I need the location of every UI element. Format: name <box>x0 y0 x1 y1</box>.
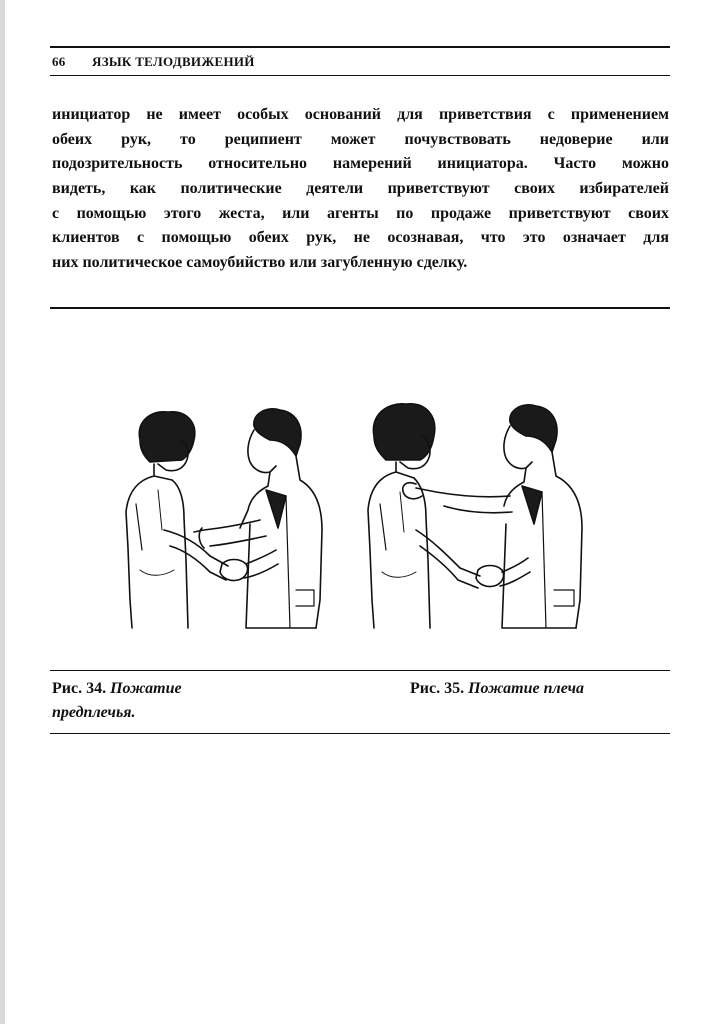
text-line: них политическое самоубийство или загубленную сделку. <box>52 254 468 272</box>
figure-35-label: Рис. 35. <box>410 680 465 697</box>
header-top-rule <box>50 46 670 48</box>
figure-35-caption <box>410 677 670 701</box>
text-line: обеих рук, то реципиент может почувствовать недоверие или <box>52 130 669 148</box>
text-line: с помощью этого жеста, или агенты по продаже приветствуют своих <box>52 204 669 222</box>
text-line: инициатор не имеет особых оснований для приветствия с применением <box>52 106 669 123</box>
text-line: клиентов с помощью обеих рук, не осознавая, что это означает для <box>52 229 669 247</box>
body-paragraph <box>52 103 669 276</box>
text-line: видеть, как политические деятели приветствуют своих избирателей <box>52 180 669 198</box>
caption-top-rule <box>50 670 670 671</box>
figure-top-rule <box>50 307 670 309</box>
caption-bottom-rule <box>50 733 670 734</box>
figure-34-caption-line1: Пожатие <box>110 680 182 697</box>
page-number: 66 <box>52 54 66 69</box>
header-bottom-rule <box>50 75 670 76</box>
running-head <box>52 54 670 72</box>
shoulder-handshake-illustration <box>360 400 600 640</box>
page-edge <box>0 0 5 1024</box>
figure-35-caption-line1: Пожатие плеча <box>468 680 585 697</box>
figure-34-label: Рис. 34. <box>52 680 107 697</box>
text-line: подозрительность относительно намерений инициатора. Часто можно <box>52 155 669 173</box>
figure-34-caption-line2: предплечья. <box>52 704 136 721</box>
forearm-handshake-illustration <box>110 400 330 640</box>
figure-34-caption <box>52 677 352 725</box>
running-title: ЯЗЫК ТЕЛОДВИЖЕНИЙ <box>92 54 255 69</box>
